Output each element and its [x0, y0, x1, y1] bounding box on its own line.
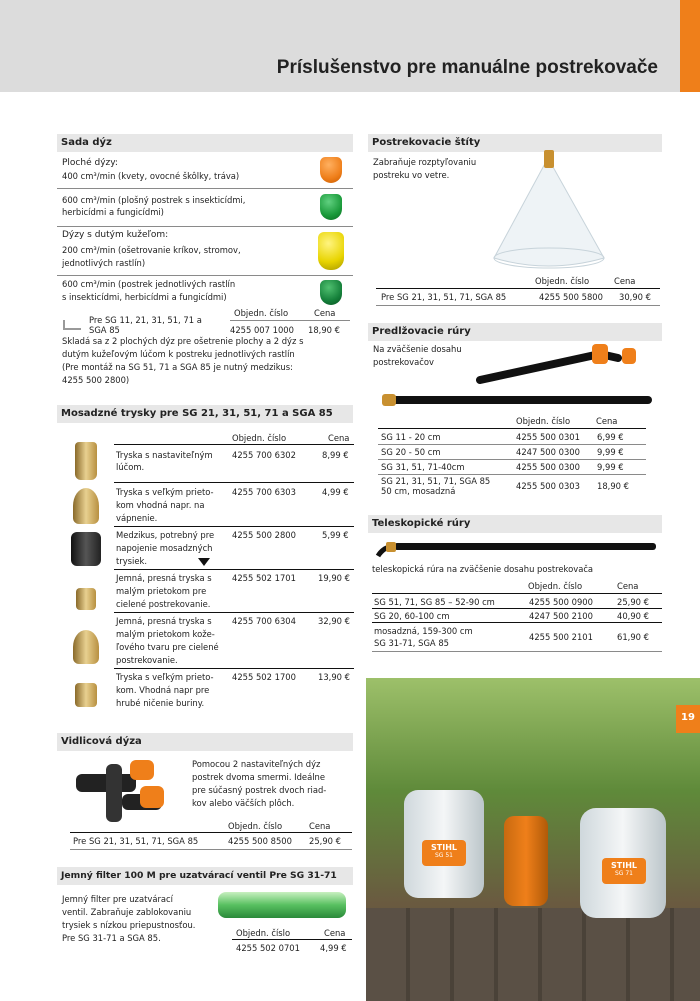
divider — [114, 612, 354, 613]
pipe-model: SG 20 - 50 cm — [381, 447, 441, 457]
col-header-price: Cena — [596, 416, 618, 426]
nozzle-desc: hrubé ničenie buriny. — [116, 698, 205, 708]
nozzle-price: 8,99 € — [322, 450, 349, 460]
nozzle-desc: Tryska s veľkým prieto- — [116, 487, 214, 497]
spray-shield-image — [488, 150, 610, 272]
nozzle-desc: ľového tvaru pre cielené — [116, 642, 219, 652]
tele-model: SG 31-71, SGA 85 — [374, 638, 449, 648]
sada-text: 600 cm³/min (plošný postrek s insekticídmi, — [62, 195, 246, 205]
divider — [70, 849, 352, 850]
col-header-price: Cena — [309, 821, 331, 831]
orange-accent-bar — [680, 0, 700, 92]
stity-order: 4255 500 5800 — [539, 292, 603, 302]
extension-pipe-straight-image — [380, 390, 660, 410]
col-header-order: Objedn. číslo — [516, 416, 571, 426]
brass-nozzle-icon — [76, 588, 96, 610]
nozzle-desc: Tryska s nastaviteľným — [116, 450, 213, 460]
nozzle-desc: postrekovanie. — [116, 655, 178, 665]
vidlicova-model: Pre SG 21, 31, 51, 71, SGA 85 — [73, 836, 199, 846]
vidlicova-order: 4255 500 8500 — [228, 836, 292, 846]
filter-title: Jemný filter 100 M pre uzatvárací ventil Pre SG 31-71 — [57, 867, 353, 885]
tele-order: 4255 500 2101 — [529, 632, 593, 642]
teleskopicke-title: Teleskopické rúry — [368, 515, 662, 533]
divider — [57, 226, 353, 227]
sada-model: Pre SG 11, 21, 31, 51, 71 a — [89, 315, 202, 325]
nozzle-desc: trysiek. — [116, 556, 148, 566]
divider — [378, 474, 646, 475]
pipe-order: 4247 500 0300 — [516, 447, 580, 457]
col-header-order: Objedn. číslo — [232, 433, 287, 443]
tele-order: 4255 500 0900 — [529, 597, 593, 607]
page-number: 19 — [676, 705, 700, 733]
product-photo — [366, 678, 700, 1001]
divider — [230, 320, 350, 321]
sada-title: Sada dýz — [57, 134, 353, 152]
fork-nozzle-image — [66, 756, 176, 828]
stone-wall — [366, 908, 700, 1001]
tele-order: 4247 500 2100 — [529, 611, 593, 621]
nozzle-desc: malým prietokom kože- — [116, 629, 215, 639]
nozzle-order: 4255 700 6304 — [232, 616, 296, 626]
predlzovacie-desc: postrekovačov — [373, 357, 434, 367]
vidlicova-desc: pre súčasný postrek dvoch riad- — [192, 785, 327, 795]
divider — [372, 608, 662, 609]
vidlicova-price: 25,90 € — [309, 836, 341, 846]
filter-desc: Pre SG 31-71 a SGA 85. — [62, 933, 161, 943]
sprayer-sg71 — [580, 808, 666, 918]
nozzle-order: 4255 502 1700 — [232, 672, 296, 682]
tele-model: mosadzná, 159-300 cm — [374, 626, 473, 636]
nozzle-desc: Jemná, presná tryska s — [116, 616, 212, 626]
model-text: SG 71 — [615, 870, 633, 877]
sprayer-label — [422, 840, 466, 866]
nozzle-order: 4255 700 6303 — [232, 487, 296, 497]
sada-note: Skladá sa z 2 plochých dýz pre ošetrenie plochy a 2 dýz s — [62, 336, 304, 346]
col-header-order: Objedn. číslo — [234, 308, 289, 318]
filter-desc: Jemný filter pre uzatvárací — [62, 894, 173, 904]
mosadzne-title: Mosadzné trysky pre SG 21, 31, 51, 71 a SGA 85 — [57, 405, 353, 423]
brand-text: STIHL — [611, 861, 637, 870]
tele-price: 25,90 € — [617, 597, 649, 607]
col-header-price: Cena — [614, 276, 636, 286]
nozzle-price: 32,90 € — [318, 616, 350, 626]
sada-text: 400 cm³/min (kvety, ovocné škôlky, tráva) — [62, 171, 240, 181]
col-header-order: Objedn. číslo — [535, 276, 590, 286]
sprayer-label — [602, 858, 646, 884]
stity-desc: Zabraňuje rozptyľovaniu — [373, 157, 477, 167]
divider — [114, 668, 354, 669]
divider — [376, 305, 660, 306]
filter-order: 4255 502 0701 — [236, 943, 300, 953]
brass-nozzle-icon — [73, 488, 99, 524]
sada-text: 200 cm³/min (ošetrovanie kríkov, stromov, — [62, 245, 241, 255]
orange-nozzle-icon — [320, 157, 342, 183]
tele-model: SG 51, 71, SG 85 – 52-90 cm — [374, 597, 495, 607]
divider — [232, 939, 352, 940]
divider — [378, 444, 646, 445]
sada-note: (Pre montáž na SG 51, 71 a SGA 85 je nutný medzikus: — [62, 362, 293, 372]
nozzle-price: 5,99 € — [322, 530, 349, 540]
vidlicova-desc: Pomocou 2 nastaviteľných dýz — [192, 759, 321, 769]
sada-text: 600 cm³/min (postrek jednotlivých rastlín — [62, 279, 236, 289]
sada-text: Ploché dýzy: — [62, 158, 118, 168]
divider — [378, 459, 646, 460]
pipe-model: SG 11 - 20 cm — [381, 432, 441, 442]
divider — [57, 188, 353, 189]
divider — [378, 428, 646, 429]
col-header-order: Objedn. číslo — [228, 821, 283, 831]
nozzle-price: 4,99 € — [322, 487, 349, 497]
stity-title: Postrekovacie štíty — [368, 134, 662, 152]
nozzle-desc: vápnenie. — [116, 513, 158, 523]
divider — [114, 482, 354, 483]
adapter-icon — [71, 532, 101, 566]
page-header — [0, 0, 680, 92]
nozzle-desc: Tryska s veľkým prieto- — [116, 672, 214, 682]
sada-price: 18,90 € — [308, 325, 340, 335]
model-text: SG 51 — [435, 852, 453, 859]
sada-model: SGA 85 — [89, 325, 120, 335]
nozzle-order: 4255 500 2800 — [232, 530, 296, 540]
col-header-price: Cena — [324, 928, 346, 938]
tele-price: 61,90 € — [617, 632, 649, 642]
sprayer-sg51 — [404, 790, 484, 898]
pipe-order: 4255 500 0301 — [516, 432, 580, 442]
sada-order: 4255 007 1000 — [230, 325, 294, 335]
tele-model: SG 20, 60-100 cm — [374, 611, 450, 621]
sada-note: dutým kužeľovým lúčom k postreku jednotlivých rastlín — [62, 349, 295, 359]
nozzle-desc: malým prietokom pre — [116, 586, 207, 596]
sada-text: Dýzy s dutým kužeľom: — [62, 230, 169, 240]
nozzle-desc: cielené postrekovanie. — [116, 599, 211, 609]
vidlicova-desc: postrek dvoma smermi. Ideálne — [192, 772, 325, 782]
divider — [372, 651, 662, 652]
nozzle-desc: kom. Vhodná napr pre — [116, 685, 210, 695]
pipe-price: 9,99 € — [597, 462, 624, 472]
vidlicova-desc: kov alebo väčších plôch. — [192, 798, 295, 808]
yellow-nozzle-icon — [318, 232, 344, 270]
teleskopicke-desc: teleskopická rúra na zväčšenie dosahu postrekovača — [372, 564, 594, 574]
col-header-price: Cena — [617, 581, 639, 591]
nozzle-desc: kom vhodná napr. na — [116, 500, 205, 510]
pipe-model: 50 cm, mosadzná — [381, 486, 456, 496]
predlzovacie-desc: Na zväčšenie dosahu — [373, 344, 462, 354]
nozzle-desc: napojenie mosadzných — [116, 543, 213, 553]
nozzle-desc: lúčom. — [116, 462, 145, 472]
stity-price: 30,90 € — [619, 292, 651, 302]
filter-image — [218, 892, 346, 918]
col-header-price: Cena — [314, 308, 336, 318]
sada-text: herbicídmi a fungicídmi) — [62, 207, 164, 217]
stity-desc: postreku vo vetre. — [373, 170, 450, 180]
arrow-icon — [63, 320, 81, 330]
telescopic-pipe-image — [372, 536, 662, 562]
divider — [57, 275, 353, 276]
divider — [376, 288, 660, 289]
nozzle-order: 4255 700 6302 — [232, 450, 296, 460]
nozzle-price: 13,90 € — [318, 672, 350, 682]
sada-text: s insekticídmi, herbicídmi a fungicídmi) — [62, 292, 227, 302]
divider — [114, 569, 354, 570]
small-sprayer — [504, 816, 548, 906]
col-header-price: Cena — [328, 433, 350, 443]
brand-text: STIHL — [431, 843, 457, 852]
col-header-order: Objedn. číslo — [528, 581, 583, 591]
pipe-price: 18,90 € — [597, 481, 629, 491]
vidlicova-title: Vidlicová dýza — [57, 733, 353, 751]
pipe-price: 6,99 € — [597, 432, 624, 442]
brass-nozzle-icon — [75, 442, 97, 480]
col-header-order: Objedn. číslo — [236, 928, 291, 938]
filter-desc: trysiek s nízkou priepustnosťou. — [62, 920, 196, 930]
pipe-order: 4255 500 0303 — [516, 481, 580, 491]
tele-price: 40,90 € — [617, 611, 649, 621]
pipe-model: SG 21, 31, 51, 71, SGA 85 — [381, 476, 491, 486]
extension-pipe-bent-image — [472, 340, 642, 390]
dark-green-nozzle-icon — [320, 280, 342, 305]
nozzle-price: 19,90 € — [318, 573, 350, 583]
page-title: Príslušenstvo pre manuálne postrekovače — [276, 57, 658, 78]
sada-note: 4255 500 2800) — [62, 375, 130, 385]
divider — [114, 444, 354, 445]
filter-price: 4,99 € — [320, 943, 347, 953]
filter-desc: ventil. Zabraňuje zablokovaniu — [62, 907, 192, 917]
nozzle-desc: Medzikus, potrebný pre — [116, 530, 215, 540]
nozzle-order: 4255 502 1701 — [232, 573, 296, 583]
pipe-price: 9,99 € — [597, 447, 624, 457]
green-nozzle-icon — [320, 194, 342, 220]
stity-model: Pre SG 21, 31, 51, 71, SGA 85 — [381, 292, 507, 302]
divider — [70, 832, 352, 833]
pipe-model: SG 31, 51, 71-40cm — [381, 462, 465, 472]
divider — [372, 622, 662, 623]
divider — [114, 526, 354, 527]
divider — [372, 593, 662, 594]
nozzle-desc: Jemná, presná tryska s — [116, 573, 212, 583]
down-arrow-icon — [198, 558, 210, 566]
pipe-order: 4255 500 0300 — [516, 462, 580, 472]
sada-text: jednotlivých rastlín) — [62, 258, 146, 268]
predlzovacie-title: Predlžovacie rúry — [368, 323, 662, 341]
brass-nozzle-icon — [73, 630, 99, 664]
brass-nozzle-icon — [75, 683, 97, 707]
